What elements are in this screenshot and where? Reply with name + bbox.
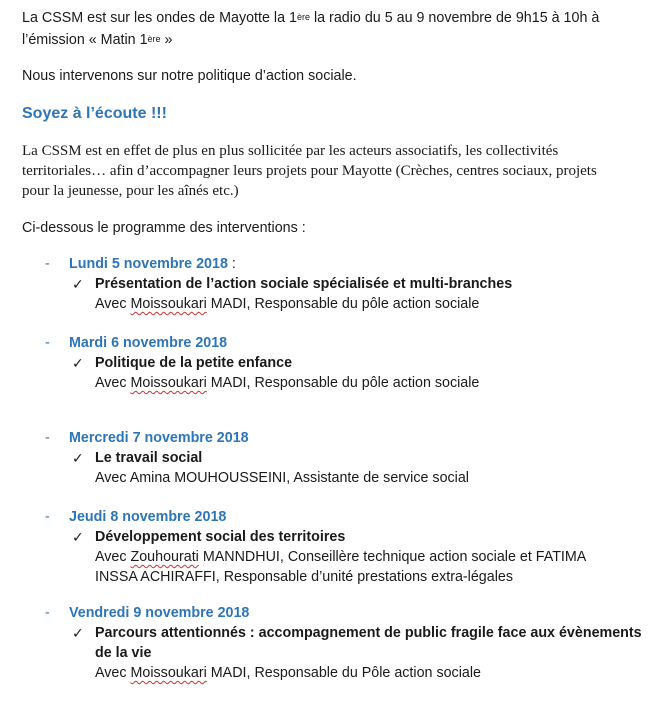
superscript: ère <box>147 34 161 44</box>
bullet-dash: - <box>45 256 50 272</box>
schedule-day: Jeudi 8 novembre 2018 <box>69 509 227 525</box>
check-icon: ✓ <box>72 276 84 292</box>
speaker-text: MADI, Responsable du pôle action sociale <box>206 296 480 312</box>
schedule-title: Présentation de l’action sociale spécialisée et multi-branches <box>95 276 513 292</box>
intro-text: la radio du 5 au 9 novembre de 9h15 à 10h à <box>309 10 600 26</box>
speaker-name: Zouhourati <box>130 549 199 565</box>
speaker-text: Avec <box>95 375 131 391</box>
check-icon: ✓ <box>72 625 84 641</box>
intro-text: l’émission « Matin 1 <box>22 32 148 48</box>
check-icon: ✓ <box>72 450 84 466</box>
intro-line-3: Nous intervenons sur notre politique d’action sociale. <box>22 68 357 84</box>
speaker-text: Avec <box>95 296 131 312</box>
intro-text: » <box>160 32 173 48</box>
check-icon: ✓ <box>72 355 84 371</box>
schedule-speaker: Avec Amina MOUHOUSSEINI, Assistante de service social <box>95 470 469 486</box>
speaker-text: Avec <box>95 549 131 565</box>
schedule-title: Le travail social <box>95 450 203 466</box>
speaker-text: MADI, Responsable du Pôle action sociale <box>206 665 481 681</box>
bullet-dash: - <box>45 509 50 525</box>
body-line-2: territoriales… afin d’accompagner leurs projets pour Mayotte (Crèches, centres sociaux, projets <box>22 163 597 179</box>
schedule-speaker-line-2: INSSA ACHIRAFFI, Responsable d’unité prestations extra-légales <box>95 569 513 585</box>
intro-line-1 <box>22 8 599 28</box>
speaker-text: Avec <box>95 665 131 681</box>
speaker-name: Moissoukari <box>130 665 207 681</box>
schedule-day-label: Lundi 5 novembre 2018 <box>69 256 228 272</box>
schedule-day <box>69 254 236 274</box>
schedule-speaker <box>95 373 479 393</box>
speaker-text: MADI, Responsable du pôle action sociale <box>206 375 480 391</box>
intro-line-2 <box>22 30 173 50</box>
schedule-day-suffix: : <box>227 256 236 272</box>
check-icon: ✓ <box>72 529 84 545</box>
schedule-speaker <box>95 663 481 683</box>
speaker-name: Moissoukari <box>130 296 207 312</box>
intro-text: La CSSM est sur les ondes de Mayotte la 1 <box>22 10 297 26</box>
speaker-name: Moissoukari <box>130 375 207 391</box>
schedule-title-line-2: de la vie <box>95 645 152 661</box>
schedule-title: Parcours attentionnés : accompagnement de public fragile face aux évènements <box>95 625 642 641</box>
schedule-title: Politique de la petite enfance <box>95 355 293 371</box>
schedule-day: Vendredi 9 novembre 2018 <box>69 605 250 621</box>
speaker-text: MANNDHUI, Conseillère technique action sociale et FATIMA <box>198 549 587 565</box>
superscript: ère <box>296 12 310 22</box>
bullet-dash: - <box>45 605 50 621</box>
bullet-dash: - <box>45 335 50 351</box>
section-heading: Soyez à l’écoute !!! <box>22 105 167 122</box>
bullet-dash: - <box>45 430 50 446</box>
schedule-speaker <box>95 294 479 314</box>
body-line-1: La CSSM est en effet de plus en plus sollicitée par les acteurs associatifs, les collectivités <box>22 143 559 159</box>
schedule-day: Mardi 6 novembre 2018 <box>69 335 228 351</box>
body-line-3: pour la jeunesse, pour les aînés etc.) <box>22 183 239 199</box>
schedule-day: Mercredi 7 novembre 2018 <box>69 430 249 446</box>
schedule-speaker <box>95 547 586 567</box>
program-intro: Ci-dessous le programme des interventions : <box>22 220 306 236</box>
schedule-title: Développement social des territoires <box>95 529 346 545</box>
